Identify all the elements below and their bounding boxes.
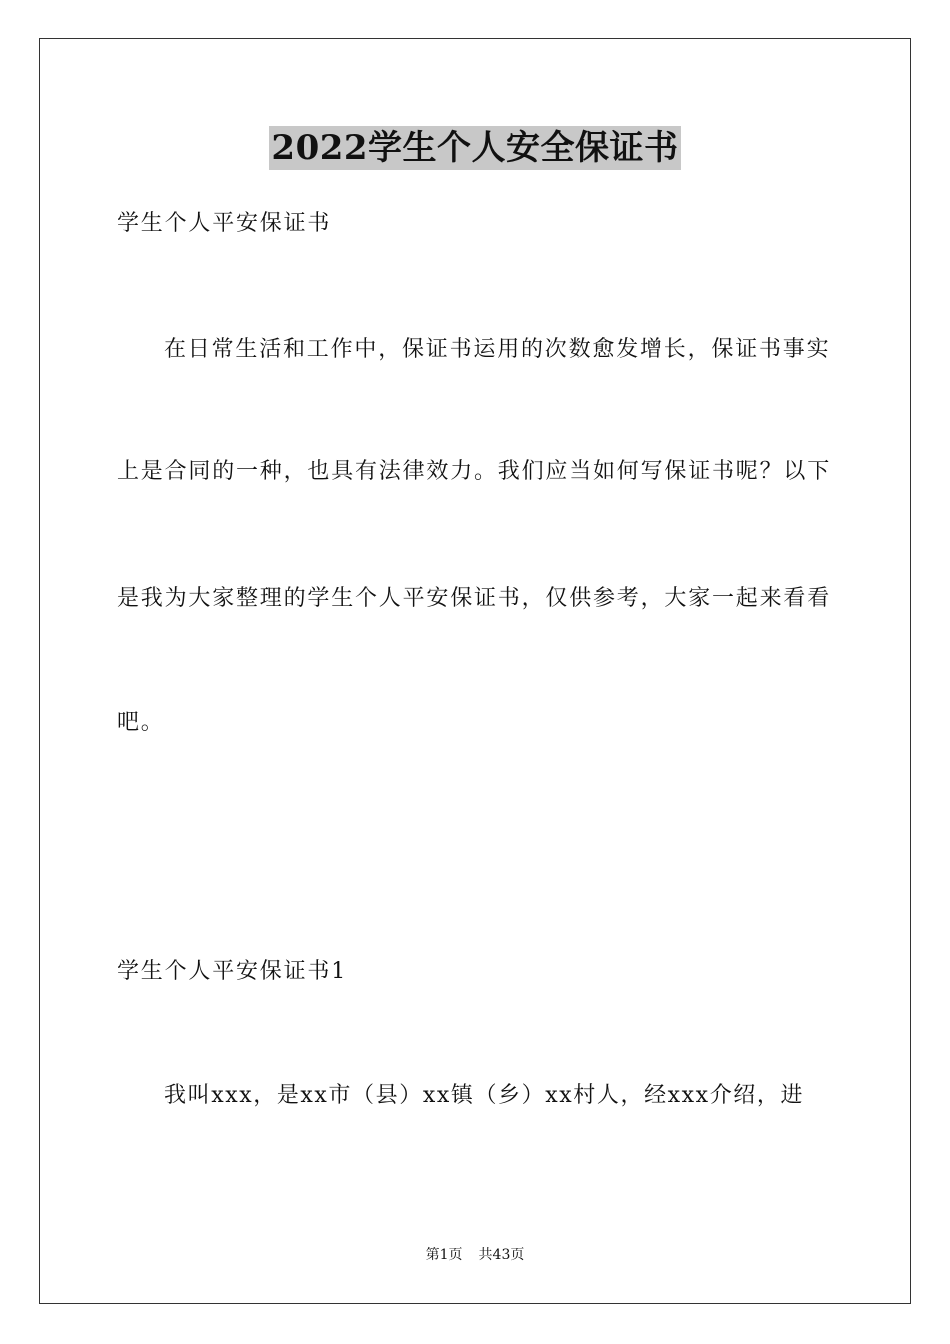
intro-line-4: 吧。 <box>117 710 165 735</box>
title-container <box>0 126 950 170</box>
intro-line-1: 在日常生活和工作中，保证书运用的次数愈发增长，保证书事实 <box>164 337 831 362</box>
section-heading: 学生个人平安保证书1 <box>117 959 347 984</box>
page-total: 共43页 <box>478 1247 525 1263</box>
page-number: 第1页 <box>425 1247 463 1263</box>
subtitle: 学生个人平安保证书 <box>117 211 332 236</box>
page-footer <box>0 1246 950 1264</box>
section-first-line: 我叫xxx，是xx市（县）xx镇（乡）xx村人，经xxx介绍，进 <box>164 1083 805 1108</box>
intro-line-3: 是我为大家整理的学生个人平安保证书，仅供参考，大家一起来看看 <box>117 586 832 611</box>
intro-line-2: 上是合同的一种，也具有法律效力。我们应当如何写保证书呢？以下 <box>117 459 832 484</box>
document-title: 2022学生个人安全保证书 <box>271 128 679 168</box>
